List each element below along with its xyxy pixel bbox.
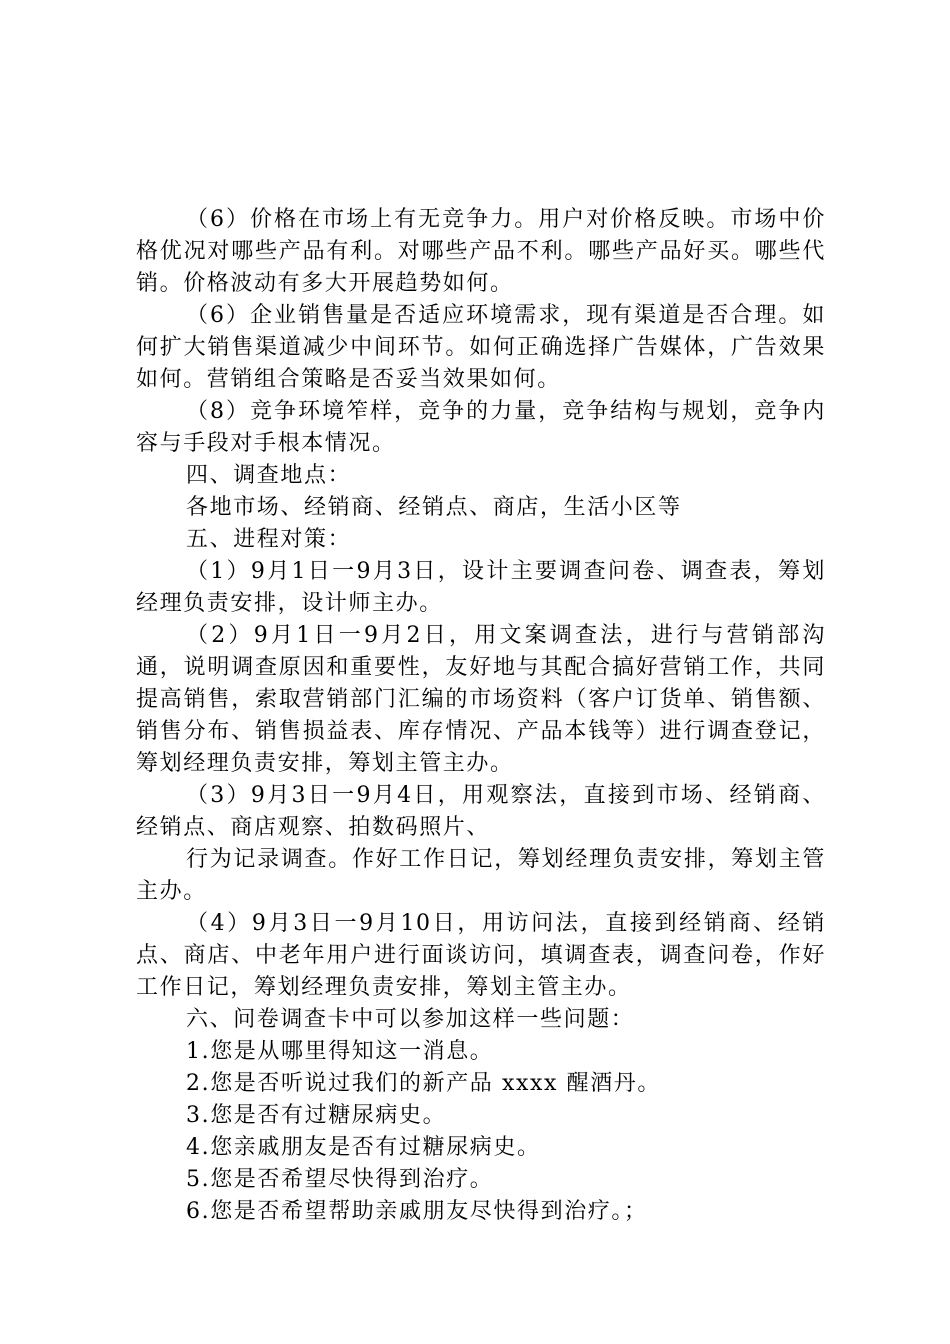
paragraph-sales-channels: （6）企业销售量是否适应环境需求，现有渠道是否合理。如何扩大销售渠道减少中间环节。如何正确选择广告媒体，广告效果如何。营销组合策略是否妥当效果如何。: [136, 303, 826, 392]
section-heading-survey-location: 四、调查地点：: [186, 463, 352, 488]
question-item-4: 4.您亲戚朋友是否有过糖尿病史。: [186, 1135, 541, 1160]
paragraph-price-competition: （6）价格在市场上有无竞争力。用户对价格反映。市场中价格优况对哪些产品有利。对哪些产品不利。哪些产品好买。哪些代销。价格波动有多大开展趋势如何。: [136, 207, 826, 296]
document-body: [136, 204, 826, 1228]
paragraph-schedule-step-1: （1）9月1日一9月3日，设计主要调查问卷、调查表，筹划经理负责安排，设计师主办。: [136, 559, 826, 616]
question-item-1: 1.您是从哪里得知这一消息。: [186, 1039, 494, 1064]
paragraph-schedule-step-2: （2）9月1日一9月2日，用文案调查法，进行与营销部沟通，说明调查原因和重要性，友好地与其配合搞好营销工作，共同提高销售，索取营销部门汇编的市场资料（客户订货单、销售额、销售分布、销售损益表、库存情况、产品本钱等）进行调查登记，筹划经理负责安排，筹划主管主办。: [136, 623, 826, 776]
paragraph-schedule-step-4: （4）9月3日一9月10日，用访问法，直接到经销商、经销点、商店、中老年用户进行面谈访问，填调查表，调查问卷，作好工作日记，筹划经理负责安排，筹划主管主办。: [136, 911, 826, 1000]
section-heading-questionnaire: 六、问卷调查卡中可以参加这样一些问题：: [186, 1007, 635, 1032]
question-item-2: 2.您是否听说过我们的新产品 xxxx 醒酒丹。: [186, 1071, 662, 1096]
question-item-3: 3.您是否有过糖尿病史。: [186, 1103, 447, 1128]
paragraph-survey-locations: 各地市场、经销商、经销点、商店，生活小区等: [186, 495, 682, 520]
paragraph-schedule-step-3: （3）9月3日一9月4日，用观察法，直接到市场、经销商、经销点、商店观察、拍数码照片、: [136, 783, 826, 840]
section-heading-schedule: 五、进程对策：: [186, 527, 352, 552]
paragraph-schedule-step-3-continued: 行为记录调查。作好工作日记，筹划经理负责安排，筹划主管主办。: [136, 847, 826, 904]
paragraph-competition-environment: （8）竞争环境笮样，竞争的力量，竞争结构与规划，竞争内容与手段对手根本情况。: [136, 399, 826, 456]
question-item-5: 5.您是否希望尽快得到治疗。: [186, 1167, 494, 1192]
question-item-6: 6.您是否希望帮助亲戚朋友尽快得到治疗。；: [186, 1199, 648, 1224]
